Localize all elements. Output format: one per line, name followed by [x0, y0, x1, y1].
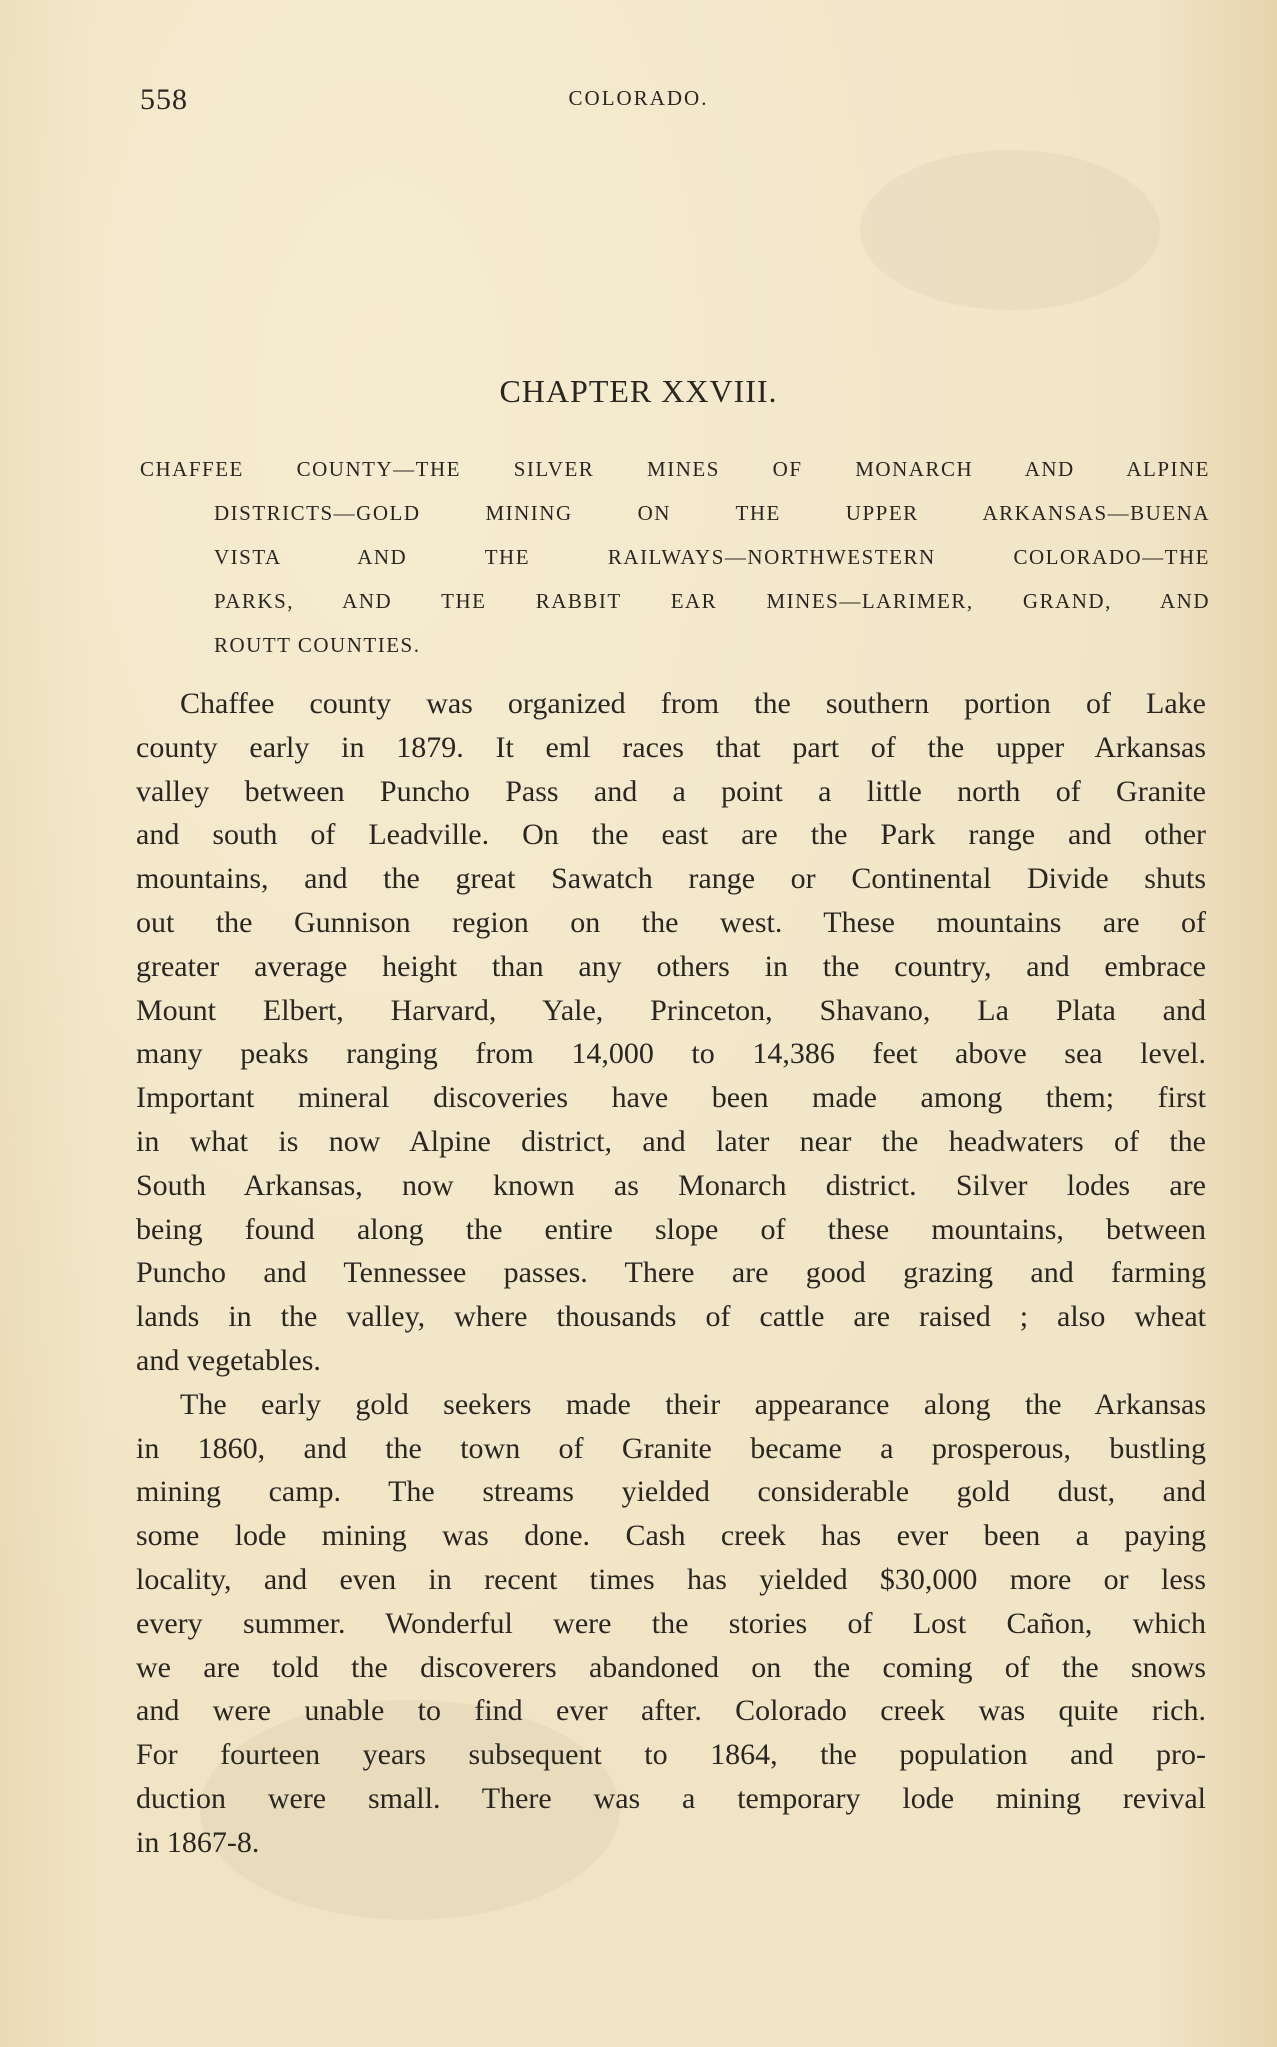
text-line: in 1867-8.	[136, 1825, 260, 1859]
text-line: in what is now Alpine district, and later near the headwaters of the	[136, 1124, 1206, 1158]
text-line: Puncho and Tennessee passes. There are good grazing and farming	[136, 1256, 1206, 1290]
summary-line: DISTRICTS—GOLD MINING ON THE UPPER ARKANSAS—BUENA	[214, 501, 1210, 525]
summary-line: CHAFFEE COUNTY—THE SILVER MINES OF MONARCH AND ALPINE	[140, 457, 1210, 481]
summary-line: VISTA AND THE RAILWAYS—NORTHWESTERN COLORADO—THE	[214, 545, 1210, 569]
text-line: greater average height than any others in the country, and embrace	[136, 949, 1206, 983]
text-line: and south of Leadville. On the east are the Park range and other	[136, 818, 1206, 852]
paragraph-1	[136, 682, 1206, 1383]
text-line: we are told the discoverers abandoned on the coming of the snows	[136, 1650, 1206, 1684]
text-line: mountains, and the great Sawatch range or Continental Divide shuts	[136, 862, 1206, 896]
text-line: out the Gunnison region on the west. These mountains are of	[136, 905, 1206, 939]
running-head: COLORADO.	[568, 86, 709, 110]
text-line: some lode mining was done. Cash creek has ever been a paying	[136, 1519, 1206, 1553]
text-line: Mount Elbert, Harvard, Yale, Princeton, Shavano, La Plata and	[136, 993, 1206, 1027]
text-line: in 1860, and the town of Granite became a prosperous, bustling	[136, 1431, 1206, 1465]
text-line: many peaks ranging from 14,000 to 14,386 feet above sea level.	[136, 1037, 1206, 1071]
text-line: being found along the entire slope of these mountains, between	[136, 1212, 1206, 1246]
summary-line: PARKS, AND THE RABBIT EAR MINES—LARIMER, GRAND, AND	[214, 589, 1210, 613]
page-number: 558	[140, 83, 188, 116]
text-line: The early gold seekers made their appearance along the Arkansas	[180, 1387, 1206, 1421]
text-line: valley between Puncho Pass and a point a little north of Granite	[136, 774, 1206, 808]
text-line: Chaffee county was organized from the southern portion of Lake	[180, 687, 1206, 720]
text-line: Important mineral discoveries have been made among them; first	[136, 1081, 1206, 1115]
text-line: South Arkansas, now known as Monarch district. Silver lodes are	[136, 1168, 1206, 1202]
text-line: locality, and even in recent times has yielded $30,000 more or less	[136, 1562, 1206, 1596]
paragraph-2	[136, 1383, 1206, 1865]
text-line: county early in 1879. It eml races that part of the upper Arkansas	[136, 730, 1206, 764]
text-line: duction were small. There was a temporary lode mining revival	[136, 1781, 1206, 1815]
text-line: every summer. Wonderful were the stories of Lost Cañon, which	[136, 1606, 1206, 1640]
paper-stain	[860, 150, 1160, 310]
text-line: mining camp. The streams yielded considerable gold dust, and	[136, 1475, 1206, 1509]
text-line: For fourteen years subsequent to 1864, the population and pro-	[136, 1738, 1206, 1772]
text-line: and were unable to find ever after. Colorado creek was quite rich.	[136, 1694, 1206, 1728]
body-text	[136, 682, 1206, 1865]
chapter-title: CHAPTER XXVIII.	[499, 373, 778, 409]
chapter-summary	[140, 447, 1210, 667]
summary-line: ROUTT COUNTIES.	[214, 633, 421, 657]
text-line: lands in the valley, where thousands of cattle are raised ; also wheat	[136, 1300, 1206, 1334]
text-line: and vegetables.	[136, 1343, 321, 1377]
